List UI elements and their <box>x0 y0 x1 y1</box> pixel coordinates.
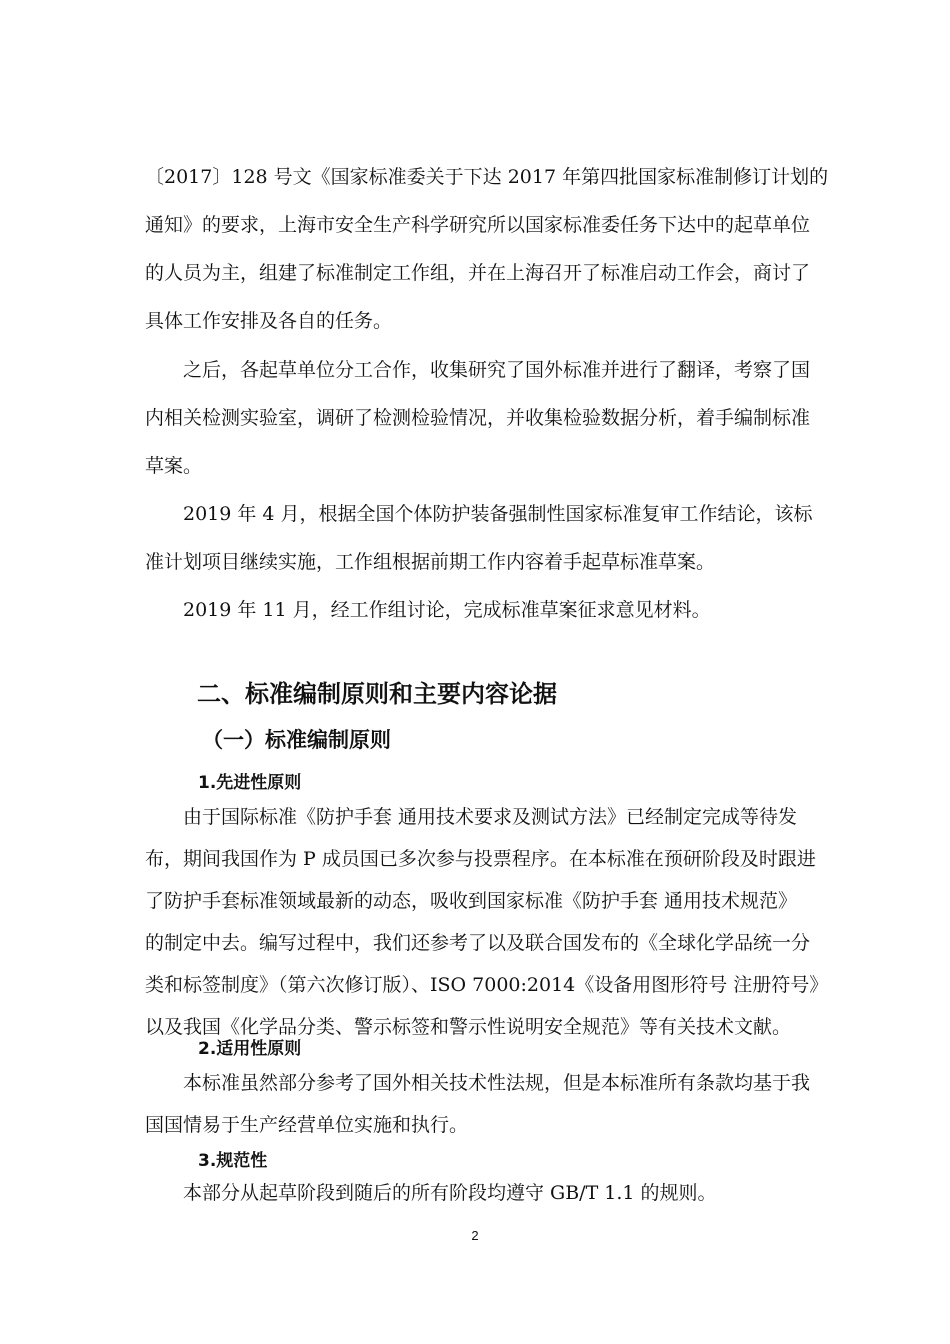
paragraph-drafting-work <box>145 346 810 490</box>
text-line: 准计划项目继续实施，工作组根据前期工作内容着手起草标准草案。 <box>145 551 716 573</box>
text-line: 2019 年 11 月，经工作组讨论，完成标准草案征求意见材料。 <box>145 599 711 621</box>
paragraph-normative <box>145 1172 810 1214</box>
paragraph-draft-completed <box>145 586 810 634</box>
text-line: 了防护手套标准领域最新的动态，吸收到国家标准《防护手套 通用技术规范》 <box>145 890 798 912</box>
text-line: 由于国际标准《防护手套 通用技术要求及测试方法》已经制定完成等待发 <box>145 806 798 828</box>
text-line: 具体工作安排及各自的任务。 <box>145 310 393 332</box>
item-heading-normative: 3.规范性 <box>198 1151 268 1171</box>
text-line: 的制定中去。编写过程中，我们还参考了以及联合国发布的《全球化学品统一分 <box>145 932 811 954</box>
text-line: 的人员为主，组建了标准制定工作组，并在上海召开了标准启动工作会，商讨了 <box>145 262 811 284</box>
text-line: 本部分从起草阶段到随后的所有阶段均遵守 GB/T 1.1 的规则。 <box>145 1182 717 1204</box>
item-heading-advanced: 1.先进性原则 <box>198 773 302 793</box>
paragraph-applicability-principle <box>145 1062 810 1146</box>
item-heading-applicability: 2.适用性原则 <box>198 1039 302 1059</box>
text-line: 以及我国《化学品分类、警示标签和警示性说明安全规范》等有关技术文献。 <box>145 1016 792 1038</box>
paragraph-plan-requirement <box>145 153 829 345</box>
text-line: 国国情易于生产经营单位实施和执行。 <box>145 1114 469 1136</box>
section-heading: 二、标准编制原则和主要内容论据 <box>197 680 557 708</box>
text-line: 通知》的要求，上海市安全生产科学研究所以国家标准委任务下达中的起草单位 <box>145 214 811 236</box>
text-line: 布，期间我国作为 P 成员国已多次参与投票程序。在本标准在预研阶段及时跟进 <box>145 848 816 870</box>
text-line: 类和标签制度》（第六次修订版）、ISO 7000:2014《设备用图形符号 注册符号》 <box>145 974 829 996</box>
text-line: 草案。 <box>145 455 203 477</box>
text-line: 2019 年 4 月，根据全国个体防护装备强制性国家标准复审工作结论，该标 <box>145 503 813 525</box>
paragraph-advanced-principle <box>145 796 829 1048</box>
paragraph-review-conclusion <box>145 490 813 586</box>
subsection-heading: （一）标准编制原则 <box>202 728 391 752</box>
text-line: 之后，各起草单位分工合作，收集研究了国外标准并进行了翻译，考察了国 <box>145 359 811 381</box>
page-number: 2 <box>471 1228 479 1243</box>
text-line: 内相关检测实验室，调研了检测检验情况，并收集检验数据分析，着手编制标准 <box>145 407 811 429</box>
text-line: 本标准虽然部分参考了国外相关技术性法规，但是本标准所有条款均基于我 <box>145 1072 811 1094</box>
text-line: 〔2017〕128 号文《国家标准委关于下达 2017 年第四批国家标准制修订计划的 <box>145 166 829 188</box>
